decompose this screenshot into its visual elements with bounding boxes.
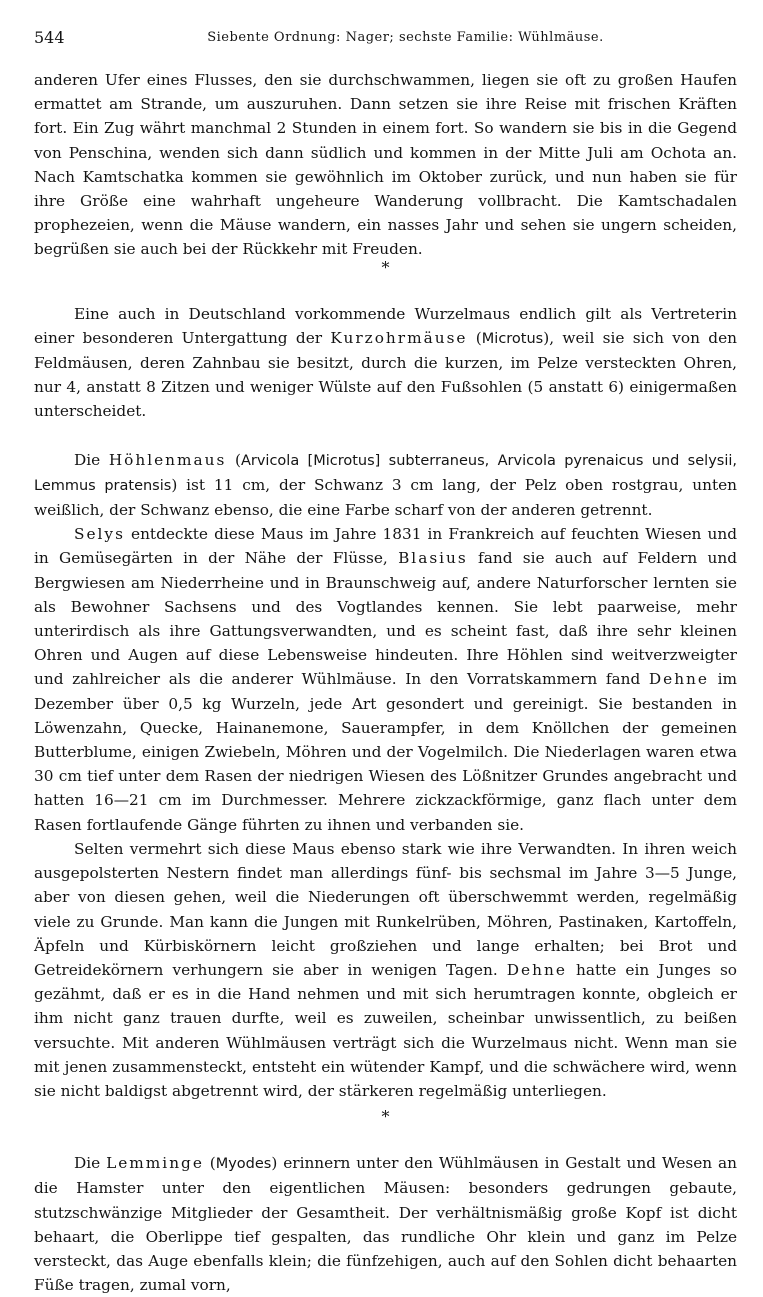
paragraph-lemminge — [34, 1151, 737, 1297]
text-run: Die — [74, 1154, 107, 1173]
text-run: ), weil sie sich von den Feldmäusen, deren Zahnbau sie besitzt, durch die kurzen, im Pelze versteckten Ohren, nur 4, anstatt 8 Zitzen und weniger Wülste auf den Fußsohlen (5 anstatt 6) einigermaßen unterscheidet. — [34, 328, 737, 421]
paragraph-kurzohrmaeuse — [34, 302, 737, 424]
running-head: Siebente Ordnung: Nager; sechste Familie: Wühlmäuse. — [207, 30, 604, 45]
text-run: ) erinnern unter den Wühlmäusen in Gestalt und Wesen an die Hamster unter den eigentlichen Mäusen: besonders gedrungen gebaute, stutzschwänzige Mitglieder der Gesamtheit. Der verhältnismäßig große Kopf ist dicht behaart, die Oberlippe tief gespalten, das rundliche Ohr klein und ganz im Pelze versteckt, das Auge ebenfalls klein; die fünfzehigen, auch auf den Sohlen dicht behaarten Füße tragen, zumal vorn, — [34, 1154, 737, 1295]
paragraph-selys — [34, 522, 737, 837]
spaced-term-lemminge: Lemminge — [106, 1154, 204, 1173]
text-run: ( — [467, 328, 482, 347]
section-separator-asterisk: * — [381, 1107, 390, 1127]
page-body — [34, 68, 737, 1297]
author-name-selys: Selys — [74, 525, 125, 544]
section-separator-asterisk: * — [381, 257, 390, 277]
text-run: ( — [226, 450, 241, 469]
latin-name-microtus: Microtus — [481, 330, 544, 347]
text-run: Selten vermehrt sich diese Maus ebenso stark wie ihre Verwandten. In ihren weich ausgepolsterten Nestern findet man allerdings fünf- bis sechsmal im Jahre 3—5 Junge, aber von diesen gehen, weil die Niederungen oft überschwemmt werden, regelmäßig viele zu Grunde. Man kann die Jungen mit Runkelrüben, Möhren, Pastinaken, Kartoffeln, Äpfeln und Kürbiskörnern leicht großziehen und lange erhalten; bei Brot und Getreidekörnern verhungern sie aber in wenigen Tagen. — [34, 839, 737, 979]
latin-synonyms: Arvicola [Microtus] subterraneus, Arvicola pyrenaicus und selysii, Lemmus pratensis — [34, 452, 737, 494]
text-run: im Dezember über 0,5 kg Wurzeln, jede Art gesondert und gereinigt. Sie bestanden in Löwenzahn, Quecke, Hainanemone, Sauerampfer, in dem Knöllchen der gemeinen Butterblume, einigen Zwiebeln, Möhren und der Vogelmilch. Die Niederlagen waren etwa 30 cm tief unter dem Rasen der niedrigen Wiesen des Lößnitzer Grundes angebracht und hatten 16—21 cm im Durchmesser. Mehrere zickzackförmige, ganz flach unter dem Rasen fortlaufende Gänge führten zu ihnen und verbanden sie. — [34, 670, 737, 834]
page-number: 544 — [34, 28, 65, 47]
text-run: fand sie auch auf Feldern und Bergwiesen am Niederrheine und in Braunschweig auf, andere Naturforscher lernten sie als Bewohner Sachsens und des Vogtlandes kennen. Sie lebt paarweise, mehr unterirdisch als ihre Gattungsverwandten, und es scheint fast, daß ihre sehr kleinen Ohren und Augen auf diese Lebensweise hindeuten. Ihre Höhlen sind weitverzweigter und zahlreicher als die anderer Wühlmäuse. In den Vorratskammern fand — [34, 549, 738, 689]
spaced-term-kurzohrmaeuse: Kurzohrmäuse — [330, 328, 468, 347]
spaced-term-hoehlenmaus: Höhlenmaus — [108, 450, 227, 469]
paragraph-hoehlenmaus — [34, 448, 737, 523]
paragraph-vermehrung — [34, 837, 737, 1103]
text-run: Eine auch in Deutschland vorkommende Wurzelmaus endlich gilt als Vertreterin einer besonderen Untergattung der — [34, 304, 737, 347]
text-run: Die — [74, 450, 109, 469]
latin-name-myodes: Myodes — [215, 1156, 272, 1173]
author-name-blasius: Blasius — [398, 549, 468, 568]
author-name-dehne: Dehne — [506, 960, 567, 979]
text-run: entdeckte diese Maus im Jahre 1831 in Frankreich auf feuchten Wiesen und in Gemüsegärten in der Nähe der Flüsse, — [34, 525, 737, 568]
paragraph-continuation: anderen Ufer eines Flusses, den sie durchschwammen, liegen sie oft zu großen Haufen ermattet am Strande, um auszuruhen. Dann setzen sie ihre Reise mit frischen Kräften fort. Ein Zug währt manchmal 2 Stunden in einem fort. So wandern sie bis in die Gegend von Penschina, wenden sich dann südlich und kommen in der Mitte Juli am Ochota an. Nach Kamtschatka kommen sie gewöhnlich im Oktober zurück, und nun haben sie für ihre Größe eine wahrhaft ungeheure Wanderung vollbracht. Die Kamtschadalen prophezeien, wenn die Mäuse wandern, ein nasses Jahr und sehen sie ungern scheiden, begrüßen sie auch bei der Rückkehr mit Freuden. — [34, 71, 737, 259]
text-run: ) ist 11 cm, der Schwanz 3 cm lang, der Pelz oben rostgrau, unten weißlich, der Schwanz ebenso, die eine Farbe scharf von der anderen getrennt. — [34, 475, 737, 520]
author-name-dehne: Dehne — [648, 670, 709, 689]
page-header — [34, 28, 737, 54]
text-run: hatte ein Junges so gezähmt, daß er es in die Hand nehmen und mit sich herumtragen konnte, obgleich er ihm nicht ganz trauen durfte, weil es zuweilen, scheinbar unwissentlich, zu beißen versuchte. Mit anderen Wühlmäusen verträgt sich die Wurzelmaus nicht. Wenn man sie mit jenen zusammensteckt, entsteht ein wütender Kampf, und die schwächere wird, wenn sie nicht baldigst abgetrennt wird, der stärkeren regelmäßig unterliegen. — [34, 960, 738, 1100]
text-run: ( — [203, 1154, 216, 1173]
